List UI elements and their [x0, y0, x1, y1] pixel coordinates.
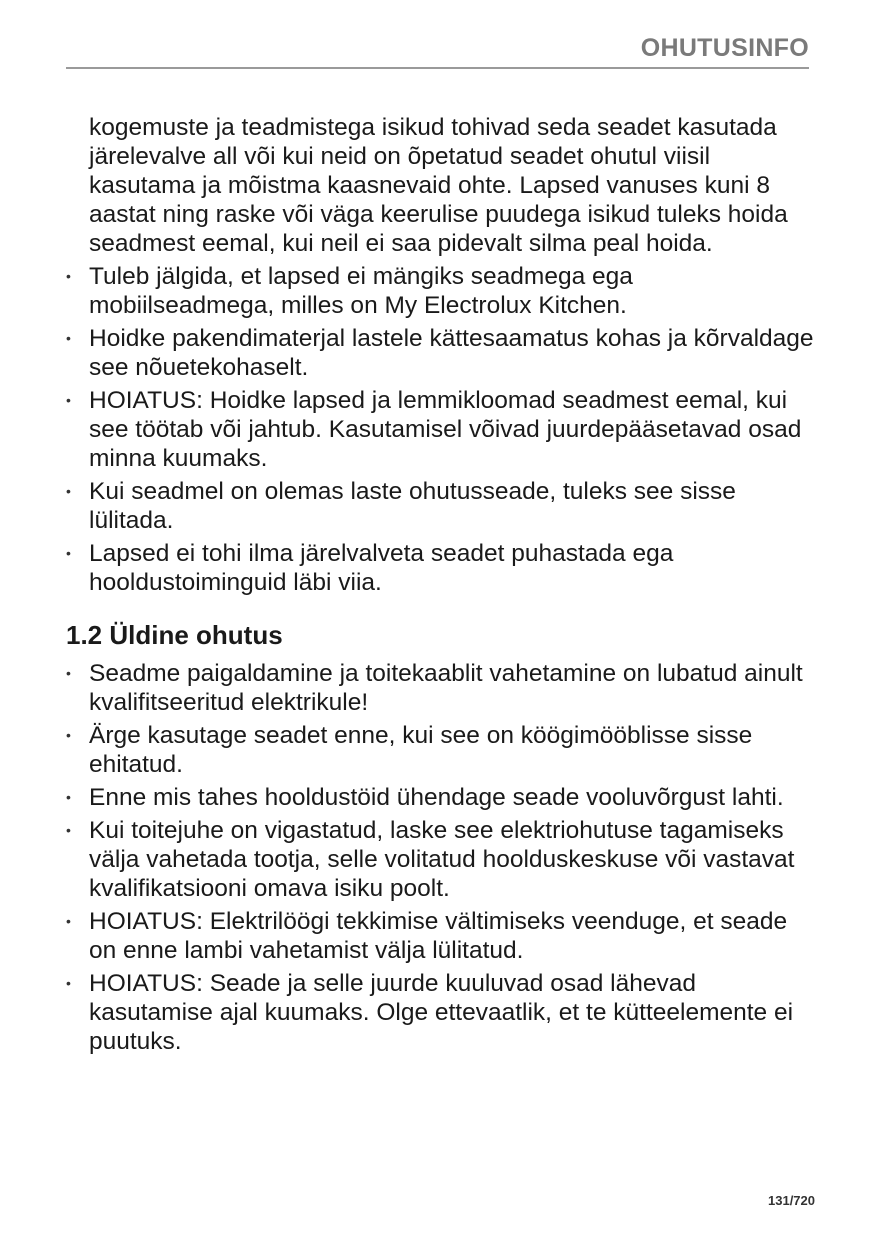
- list-item: [66, 907, 816, 965]
- bullet-icon: •: [66, 483, 71, 499]
- list-item-text: Kui toitejuhe on vigastatud, laske see elektriohutuse tagamiseks välja vahetada tootja, selle volitatud hoolduskeskuse või vastavat kvalifikatsiooni omava isiku poolt.: [89, 817, 795, 902]
- document-body: [66, 113, 816, 1060]
- bullet-icon: •: [66, 392, 71, 408]
- bullet-icon: •: [66, 545, 71, 561]
- list-item-text: HOIATUS: Hoidke lapsed ja lemmikloomad seadmest eemal, kui see töötab või jahtub. Kasutamisel võivad juurdepääsetavad osad minna kuumaks.: [89, 387, 802, 472]
- bullet-icon: •: [66, 822, 71, 838]
- bullet-icon: •: [66, 268, 71, 284]
- intro-paragraph: kogemuste ja teadmistega isikud tohivad seda seadet kasutada järelevalve all või kui neid on õpetatud seadet ohutul viisil kasutama ja mõistma kaasnevaid ohte. Lapsed vanuses kuni 8 aastat ning raske või väga keerulise puudega isikud tuleks hoida seadmest eemal, kui neil ei saa pidevalt silma peal hoida.: [89, 114, 788, 257]
- header-divider: [66, 67, 809, 69]
- list-item-text: Tuleb jälgida, et lapsed ei mängiks seadmega ega mobiilseadmega, milles on My Electrolux Kitchen.: [89, 263, 633, 319]
- list-item: [66, 816, 816, 903]
- list-item-text: Kui seadmel on olemas laste ohutusseade, tuleks see sisse lülitada.: [89, 478, 736, 534]
- list-item-text: Ärge kasutage seadet enne, kui see on köögimööblisse sisse ehitatud.: [89, 722, 753, 778]
- list-item-text: Seadme paigaldamine ja toitekaablit vahetamine on lubatud ainult kvalifitseeritud elektrikule!: [89, 660, 803, 716]
- list-item: [66, 386, 816, 473]
- list-item: [66, 969, 816, 1056]
- child-safety-list: [66, 262, 816, 597]
- list-item-text: Hoidke pakendimaterjal lastele kättesaamatus kohas ja kõrvaldage see nõuetekohaselt.: [89, 325, 814, 381]
- list-item-text: Enne mis tahes hooldustöid ühendage seade vooluvõrgust lahti.: [89, 784, 784, 811]
- bullet-icon: •: [66, 665, 71, 681]
- list-item: [66, 262, 816, 320]
- list-item: [66, 539, 816, 597]
- list-item: [66, 324, 816, 382]
- general-safety-list: [66, 659, 816, 1056]
- section-heading: 1.2 Üldine ohutus: [66, 620, 283, 650]
- list-item-text: HOIATUS: Seade ja selle juurde kuuluvad osad lähevad kasutamise ajal kuumaks. Olge ettevaatlik, et te kütteelemente ei puutuks.: [89, 970, 794, 1055]
- bullet-icon: •: [66, 975, 71, 991]
- list-item-text: HOIATUS: Elektrilöögi tekkimise vältimiseks veenduge, et seade on enne lambi vahetamist välja lülitatud.: [89, 908, 788, 964]
- bullet-icon: •: [66, 913, 71, 929]
- bullet-icon: •: [66, 789, 71, 805]
- bullet-icon: •: [66, 330, 71, 346]
- page-number: 131/720: [768, 1193, 815, 1208]
- bullet-icon: •: [66, 727, 71, 743]
- list-item: [66, 477, 816, 535]
- list-item: [66, 659, 816, 717]
- page-header-title: OHUTUSINFO: [640, 34, 809, 62]
- list-item: [66, 783, 816, 812]
- list-item-text: Lapsed ei tohi ilma järelvalveta seadet puhastada ega hooldustoiminguid läbi viia.: [89, 540, 674, 596]
- list-item: [66, 721, 816, 779]
